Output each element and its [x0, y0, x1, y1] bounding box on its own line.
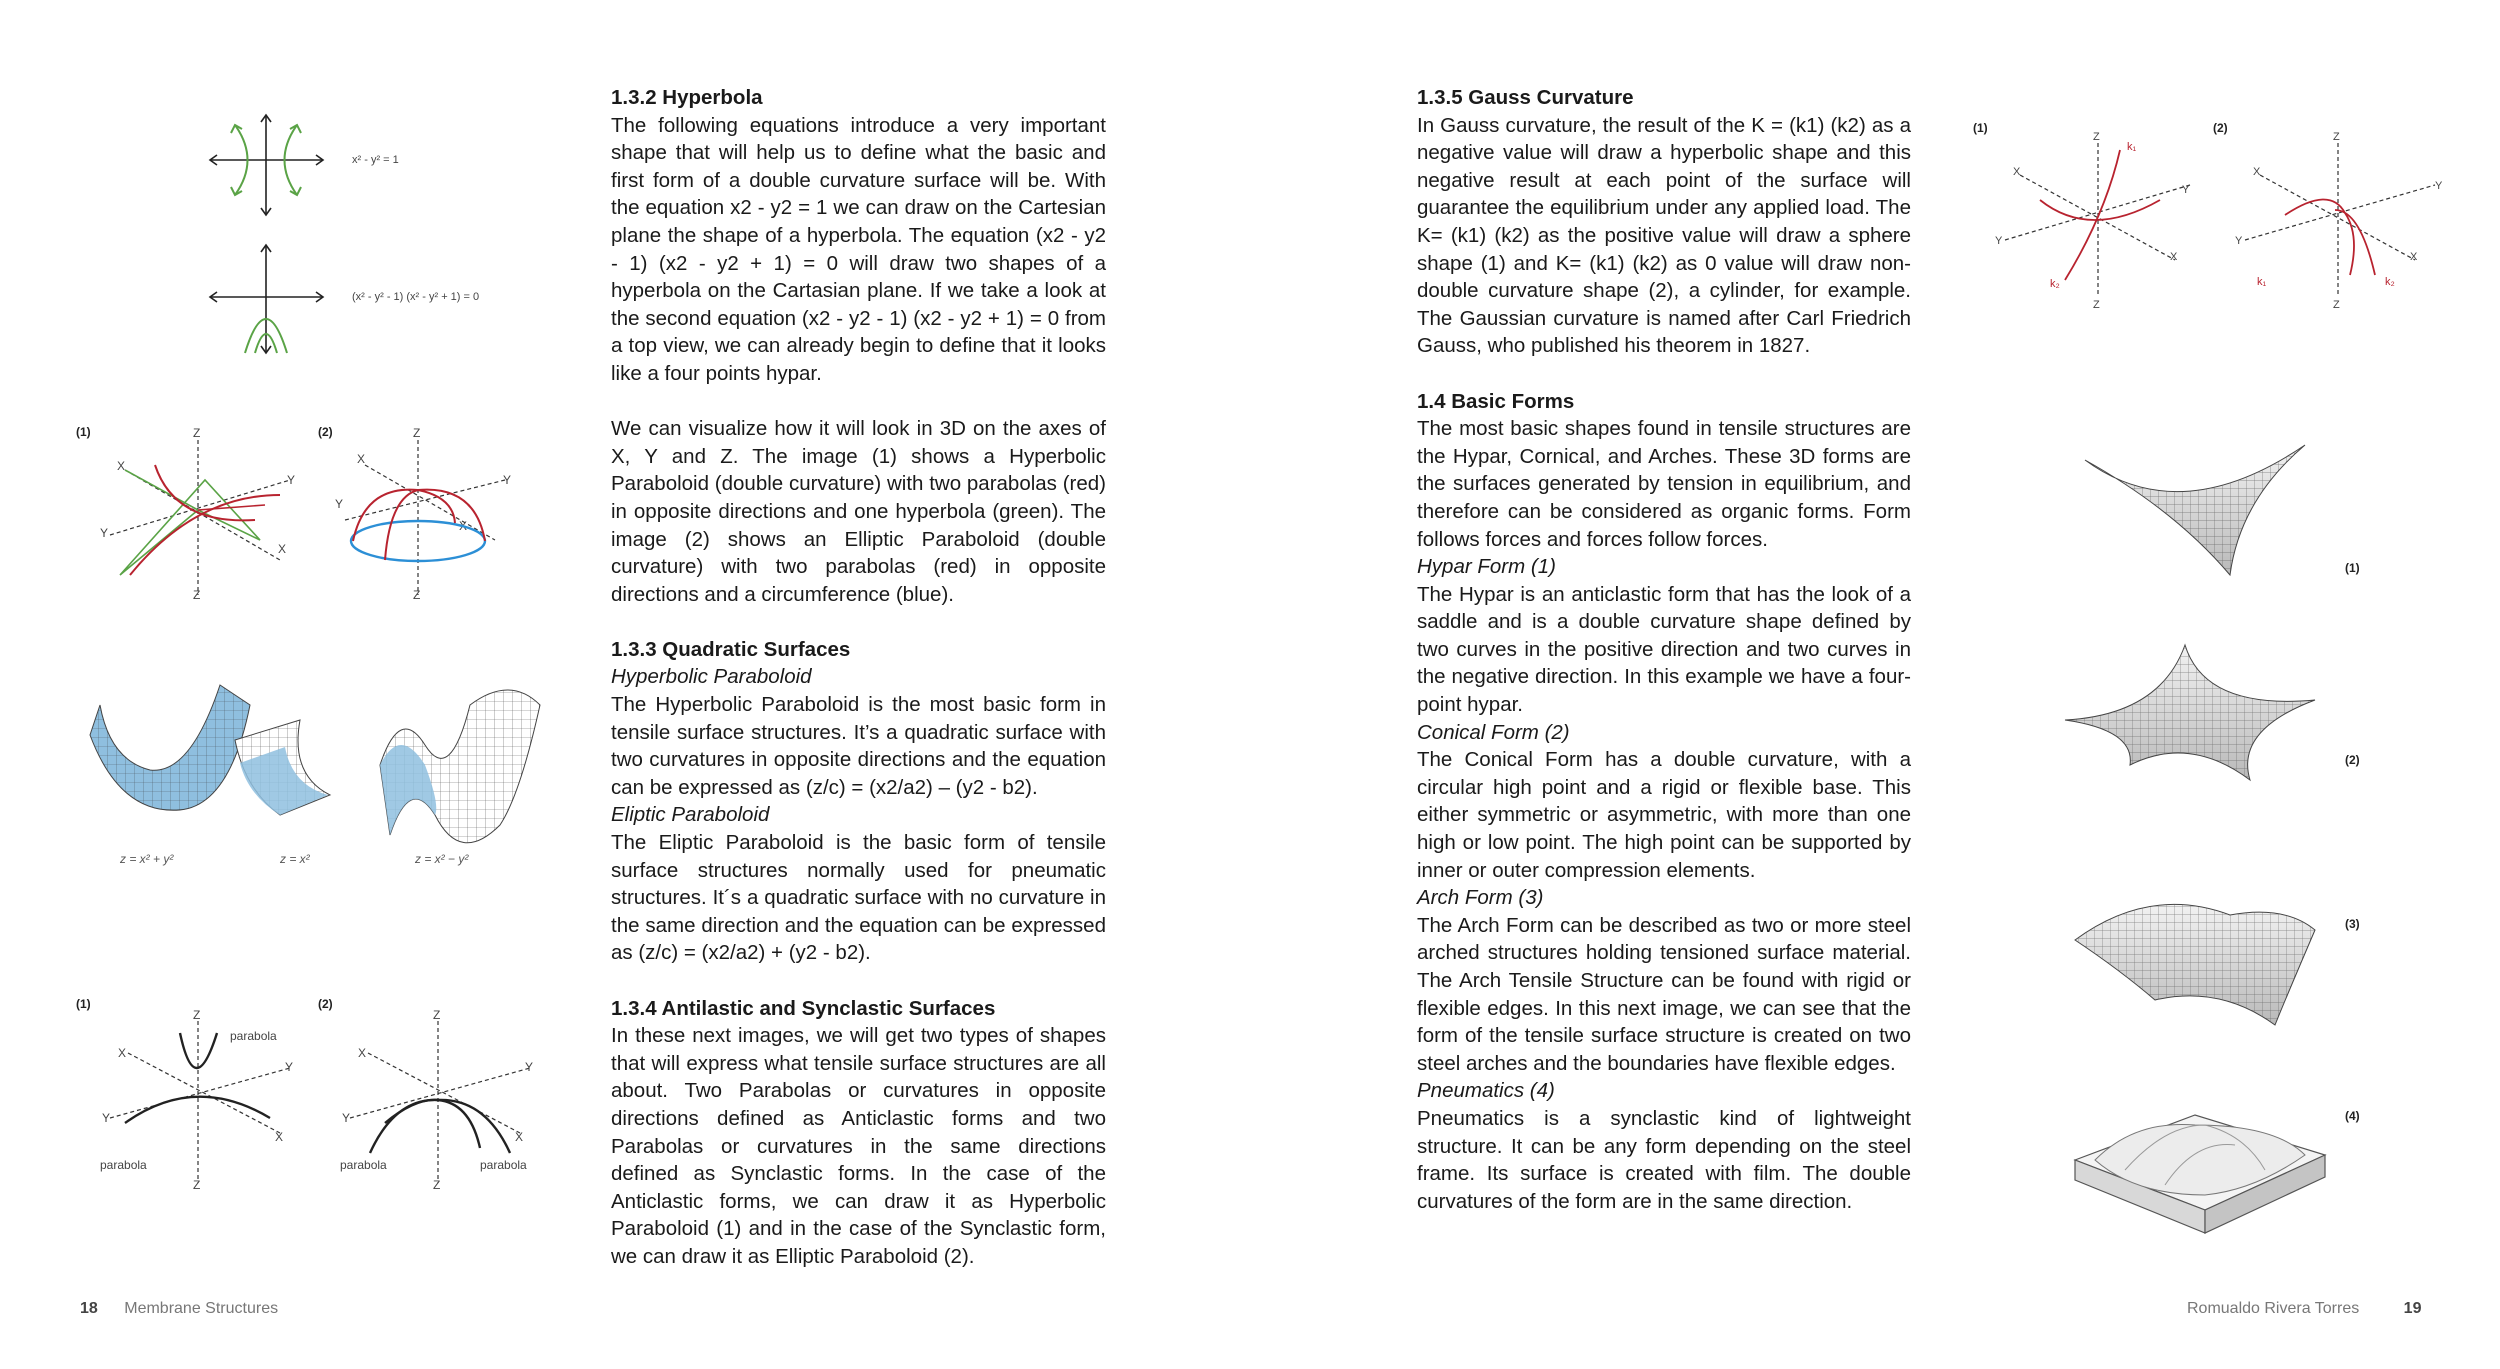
- equation-2-label: (x² - y² - 1) (x² - y² + 1) = 0: [352, 291, 480, 303]
- surface-equation-2: z = x²: [280, 852, 310, 866]
- parabola-label: parabola: [100, 1158, 147, 1172]
- paragraph-conical-form: The Conical Form has a double curvature, with a circular high point and a rigid or flexible base. This either symmetric or asymmetric, with more than one high or low point. The high point can be supported by inner or outer compression elements.: [1417, 748, 1911, 882]
- svg-text:Y: Y: [2435, 180, 2443, 192]
- double-hyperbola-diagram: [205, 245, 525, 365]
- k1-label: k₁: [2127, 141, 2137, 153]
- parabola-label: parabola: [230, 1029, 277, 1043]
- arch-form-image: [2070, 890, 2330, 1030]
- svg-text:Z: Z: [433, 1178, 441, 1192]
- right-page-number: 19: [2403, 1300, 2422, 1317]
- book-title: Membrane Structures: [124, 1300, 279, 1317]
- svg-text:Y: Y: [287, 473, 296, 487]
- quadric-surfaces-figure: [80, 665, 560, 880]
- svg-text:k₁: k₁: [2257, 276, 2267, 288]
- paragraph-hyperbolic-paraboloid: The Hyperbolic Paraboloid is the most basic form in tensile surface structures. It’s a quadratic surface with two curvatures in opposite directions and the equation can be expressed as (z/c) = (x2/a2) – (y2 - b2).: [611, 693, 1106, 799]
- svg-text:Y: Y: [2235, 235, 2243, 247]
- form-number-2: (2): [2345, 753, 2360, 767]
- heading-1-4: 1.4 Basic Forms: [1417, 389, 1575, 413]
- svg-text:Z: Z: [2093, 299, 2100, 311]
- svg-text:Z: Z: [413, 588, 421, 602]
- figure-number-1-bottom: (1): [76, 997, 91, 1011]
- gauss-figure-number-2: (2): [2213, 121, 2228, 135]
- anticlastic-axes: [95, 1003, 310, 1193]
- gauss-figure-number-1: (1): [1973, 121, 1988, 135]
- paragraph-arch-form: The Arch Form can be described as two or more steel arched structures holding tensioned surface material. The Arch Tensile Structure can be found with rigid or flexible edges. In this next image, we can see that the form of the tensile surface structure is created on two steel arches and the boundaries have flexible edges.: [1417, 913, 1911, 1075]
- svg-text:X: X: [515, 1130, 524, 1144]
- svg-text:Z: Z: [2333, 299, 2340, 311]
- surface-equation-1: z = x² + y²: [120, 852, 174, 866]
- heading-1-3-3: 1.3.3 Quadratic Surfaces: [611, 637, 851, 661]
- pneumatics-form-image: [2065, 1095, 2335, 1245]
- svg-text:X: X: [2170, 251, 2178, 263]
- svg-text:Y: Y: [1995, 235, 2003, 247]
- svg-text:Y: Y: [100, 526, 109, 540]
- k2-label: k₂: [2050, 278, 2060, 290]
- parabola-label: parabola: [480, 1158, 527, 1172]
- svg-text:X: X: [278, 542, 287, 556]
- svg-text:X: X: [2410, 251, 2418, 263]
- svg-text:X: X: [358, 1046, 367, 1060]
- author-name: Romualdo Rivera Torres: [2187, 1300, 2360, 1317]
- svg-text:k₂: k₂: [2385, 276, 2395, 288]
- svg-text:Y: Y: [335, 497, 344, 511]
- svg-text:Y: Y: [102, 1111, 111, 1125]
- paragraph-hyperbola: The following equations introduce a very important shape that will help us to define what the basic and first form of a double curvature surface will be. With the equation x2 - y2 = 1 we can draw on the Cartesian plane the shape of a hyperbola. The equation (x2 - y2 - 1) (x2 - y2 + 1) = 0 will draw two shapes of a hyperbola on the Cartasian plane. If we take a look at the second equation (x2 - y2 - 1) (x2 - y2 + 1) = 0 from a top view, we can already begin to define that it looks like a four points hypar.: [611, 113, 1106, 385]
- subheading-hypar-form: Hypar Form (1): [1417, 555, 1556, 579]
- heading-1-3-4: 1.3.4 Antilastic and Synclastic Surfaces: [611, 996, 996, 1020]
- svg-text:Y: Y: [503, 473, 512, 487]
- synclastic-axes: [335, 1003, 550, 1193]
- subheading-conical-form: Conical Form (2): [1417, 720, 1570, 744]
- svg-text:Y: Y: [525, 1060, 534, 1074]
- right-footer: [2187, 1300, 2421, 1318]
- left-footer: [80, 1300, 278, 1318]
- paragraph-3d-visualization: We can visualize how it will look in 3D on the axes of X, Y and Z. The image (1) shows a Hyperbolic Paraboloid (double curvature) with two parabolas (red) in opposite directions and one hyperbola (green). The image (2) shows an Elliptic Paraboloid (double curvature) with two parabolas (red) in opposite directions and a circumference (blue).: [611, 417, 1106, 606]
- hypar-form-image: [2070, 440, 2330, 590]
- subheading-arch-form: Arch Form (3): [1417, 886, 1544, 910]
- heading-1-3-2: 1.3.2 Hyperbola: [611, 86, 763, 109]
- svg-text:X: X: [117, 459, 126, 473]
- subheading-eliptic-paraboloid: Eliptic Paraboloid: [611, 803, 770, 827]
- parabola-label: parabola: [340, 1158, 387, 1172]
- figure-number-2-top: (2): [318, 425, 333, 439]
- svg-text:X: X: [275, 1130, 284, 1144]
- subheading-hyperbolic-paraboloid: Hyperbolic Paraboloid: [611, 665, 812, 689]
- hyperbola-diagram: [205, 115, 525, 235]
- gauss-cylinder-axes: [2235, 125, 2465, 310]
- left-page-number: 18: [80, 1300, 98, 1317]
- svg-text:Z: Z: [193, 1178, 201, 1192]
- equation-1-label: x² - y² = 1: [352, 154, 399, 166]
- paragraph-eliptic-paraboloid: The Eliptic Paraboloid is the basic form of tensile surface structures normally used for pneumatic structures. It´s a quadratic surface with no curvature in the same direction and the equation can be expressed as (z/c) = (x2/a2) + (y2 - b2).: [611, 831, 1106, 965]
- form-number-4: (4): [2345, 1109, 2360, 1123]
- subheading-pneumatics: Pneumatics (4): [1417, 1079, 1555, 1103]
- form-number-3: (3): [2345, 917, 2360, 931]
- svg-text:Z: Z: [193, 588, 201, 602]
- paragraph-hypar-form: The Hypar is an anticlastic form that has the look of a saddle and is a double curvature shape defined by two curves in the positive direction and two curves in the negative direction. In this example we have a four-point hypar.: [1417, 582, 1911, 717]
- left-text-column: [611, 84, 1106, 1271]
- figure-number-2-bottom: (2): [318, 997, 333, 1011]
- svg-text:Z: Z: [413, 426, 421, 440]
- form-number-1: (1): [2345, 561, 2360, 575]
- svg-text:X: X: [118, 1046, 127, 1060]
- paragraph-pneumatics: Pneumatics is a synclastic kind of lightweight structure. It can be any form depending on the steel frame. Its surface is created with film. The double curvatures of the form are in the same direction.: [1417, 1106, 1911, 1213]
- svg-text:X: X: [459, 519, 468, 533]
- gauss-sphere-axes: [1995, 125, 2205, 310]
- svg-text:Z: Z: [2093, 131, 2100, 143]
- right-text-column: [1417, 84, 1911, 1215]
- svg-text:Y: Y: [2182, 184, 2190, 196]
- paragraph-anticlastic-synclastic: In these next images, we will get two types of shapes that will express what tensile surface structures are all about. Two Parabolas or curvatures in opposite directions defined as Anticlastic forms and two Parabolas or curvatures in the same directions defined as Synclastic forms. In the case of the Anticlastic forms, we can draw it as Hyperbolic Paraboloid (1) and in the case of the Synclastic form, we can draw it as Elliptic Paraboloid (2).: [611, 1024, 1106, 1268]
- svg-text:X: X: [2253, 166, 2261, 178]
- heading-1-3-5: 1.3.5 Gauss Curvature: [1417, 86, 1634, 109]
- paragraph-gauss-curvature: In Gauss curvature, the result of the K = (k1) (k2) as a negative value will draw a hyperbolic shape and this negative result at each point of the surface will guarantee the equilibrium under any applied load. The K= (k1) (k2) as the positive value will draw a sphere shape (1) and K= (k1) (k2) as 0 value will draw non-double curvature shape (2), a cylinder, for example. The Gaussian curvature is named after Carl Friedrich Gauss, who published his theorem in 1827.: [1417, 113, 1911, 358]
- svg-text:Z: Z: [2333, 131, 2340, 143]
- svg-text:X: X: [357, 452, 366, 466]
- figure-number-1-top: (1): [76, 425, 91, 439]
- svg-text:X: X: [2013, 166, 2021, 178]
- svg-text:Z: Z: [433, 1008, 441, 1022]
- paragraph-basic-forms-intro: The most basic shapes found in tensile structures are the Hypar, Cornical, and Arches. These 3D forms are the surfaces generated by tension in equilibrium, and therefore can be considered as organic forms. Form follows forces and forces follow forces.: [1417, 417, 1911, 551]
- svg-text:Y: Y: [342, 1111, 351, 1125]
- elliptic-paraboloid-axes: [335, 425, 535, 600]
- hyperbolic-paraboloid-axes: [95, 425, 315, 600]
- svg-text:Z: Z: [193, 1008, 201, 1022]
- svg-text:Z: Z: [193, 426, 201, 440]
- svg-text:Y: Y: [285, 1060, 294, 1074]
- surface-equation-3: z = x² − y²: [415, 852, 469, 866]
- conical-form-image: [2060, 640, 2330, 790]
